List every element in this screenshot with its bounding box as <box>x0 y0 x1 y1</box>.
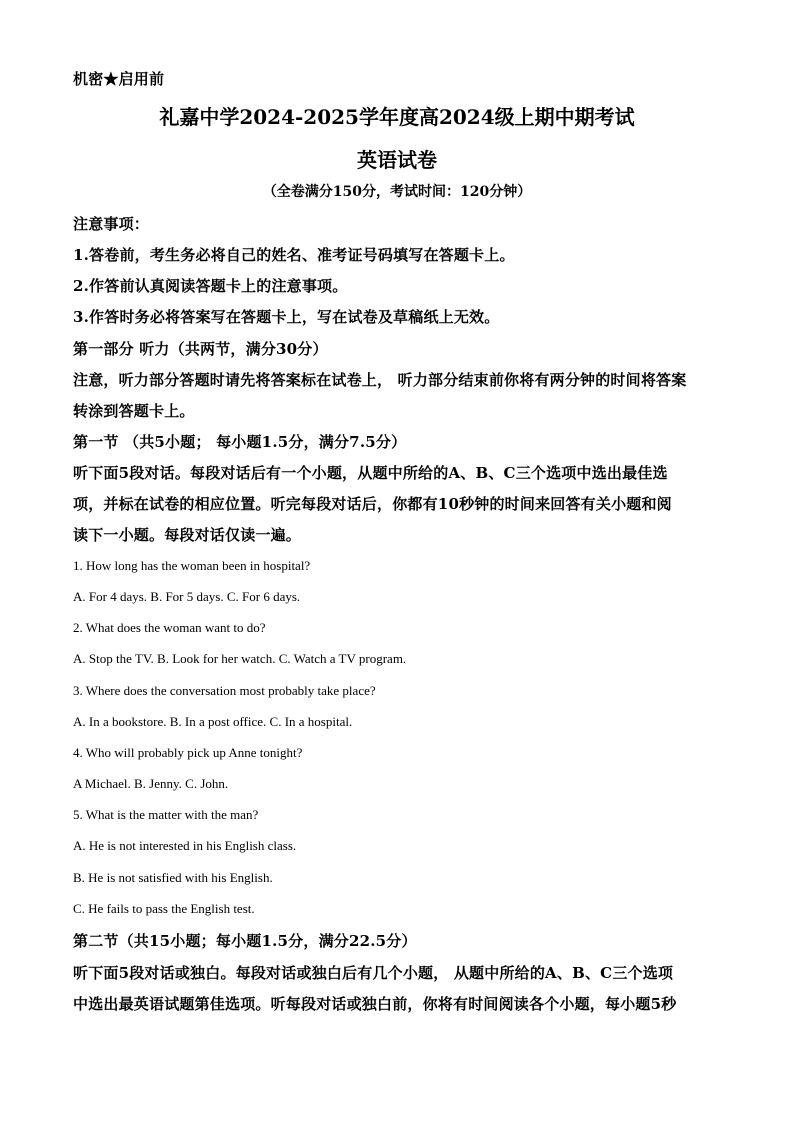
section1-heading: 第一节 （共5小题； 每小题1.5分，满分7.5分） <box>73 433 407 451</box>
exam-info: （全卷满分150分，考试时间：120分钟） <box>262 184 532 200</box>
exam-subtitle: 英语试卷 <box>357 148 437 172</box>
question-5-option-b: B. He is not satisfied with his English. <box>73 870 273 885</box>
question-4-options: A Michael. B. Jenny. C. John. <box>73 776 229 791</box>
notice-item: 3.作答时务必将答案写在答题卡上，写在试卷及草稿纸上无效。 <box>73 308 500 326</box>
question-5-option-a: A. He is not interested in his English class. <box>73 838 297 853</box>
question-2: 2. What does the woman want to do? <box>73 620 266 635</box>
section1-instructions: 听下面5段对话。每段对话后有一个小题，从题中所给的A、B、C三个选项中选出最佳选 <box>73 464 668 482</box>
question-3-options: A. In a bookstore. B. In a post office. C. In a hospital. <box>73 714 353 729</box>
part1-heading: 第一部分 听力（共两节，满分30分） <box>73 340 328 358</box>
section2-instructions: 中选出最英语试题第佳选项。听每段对话或独白前，你将有时间阅读各个小题，每小题5秒 <box>73 995 677 1013</box>
question-5-option-c: C. He fails to pass the English test. <box>73 901 255 916</box>
section1-instructions: 项，并标在试卷的相应位置。听完每段对话后，你都有10秒钟的时间来回答有关小题和阅 <box>73 495 672 513</box>
exam-title: 礼嘉中学2024-2025学年度高2024级上期中期考试 <box>159 105 635 129</box>
part1-note: 注意，听力部分答题时请先将答案标在试卷上， 听力部分结束前你将有两分钟的时间将答案 <box>73 371 687 389</box>
question-1-options: A. For 4 days. B. For 5 days. C. For 6 days. <box>73 589 301 604</box>
confidential-label: 机密★启用前 <box>73 70 165 88</box>
notice-item: 1.答卷前，考生务必将自己的姓名、准考证号码填写在答题卡上。 <box>73 246 515 264</box>
section1-instructions: 读下一小题。每段对话仅读一遍。 <box>73 526 302 544</box>
notice-item: 2.作答前认真阅读答题卡上的注意事项。 <box>73 277 348 295</box>
section2-instructions: 听下面5段对话或独白。每段对话或独白后有几个小题， 从题中所给的A、B、C三个选项 <box>73 964 674 982</box>
question-4: 4. Who will probably pick up Anne tonight? <box>73 745 303 760</box>
part1-note: 转涂到答题卡上。 <box>73 402 195 420</box>
notice-heading: 注意事项： <box>73 215 150 233</box>
question-2-options: A. Stop the TV. B. Look for her watch. C. Watch a TV program. <box>73 651 407 666</box>
section2-heading: 第二节（共15小题；每小题1.5分，满分22.5分） <box>73 932 417 950</box>
question-1: 1. How long has the woman been in hospital? <box>73 558 311 573</box>
question-5: 5. What is the matter with the man? <box>73 807 259 822</box>
question-3: 3. Where does the conversation most probably take place? <box>73 683 376 698</box>
